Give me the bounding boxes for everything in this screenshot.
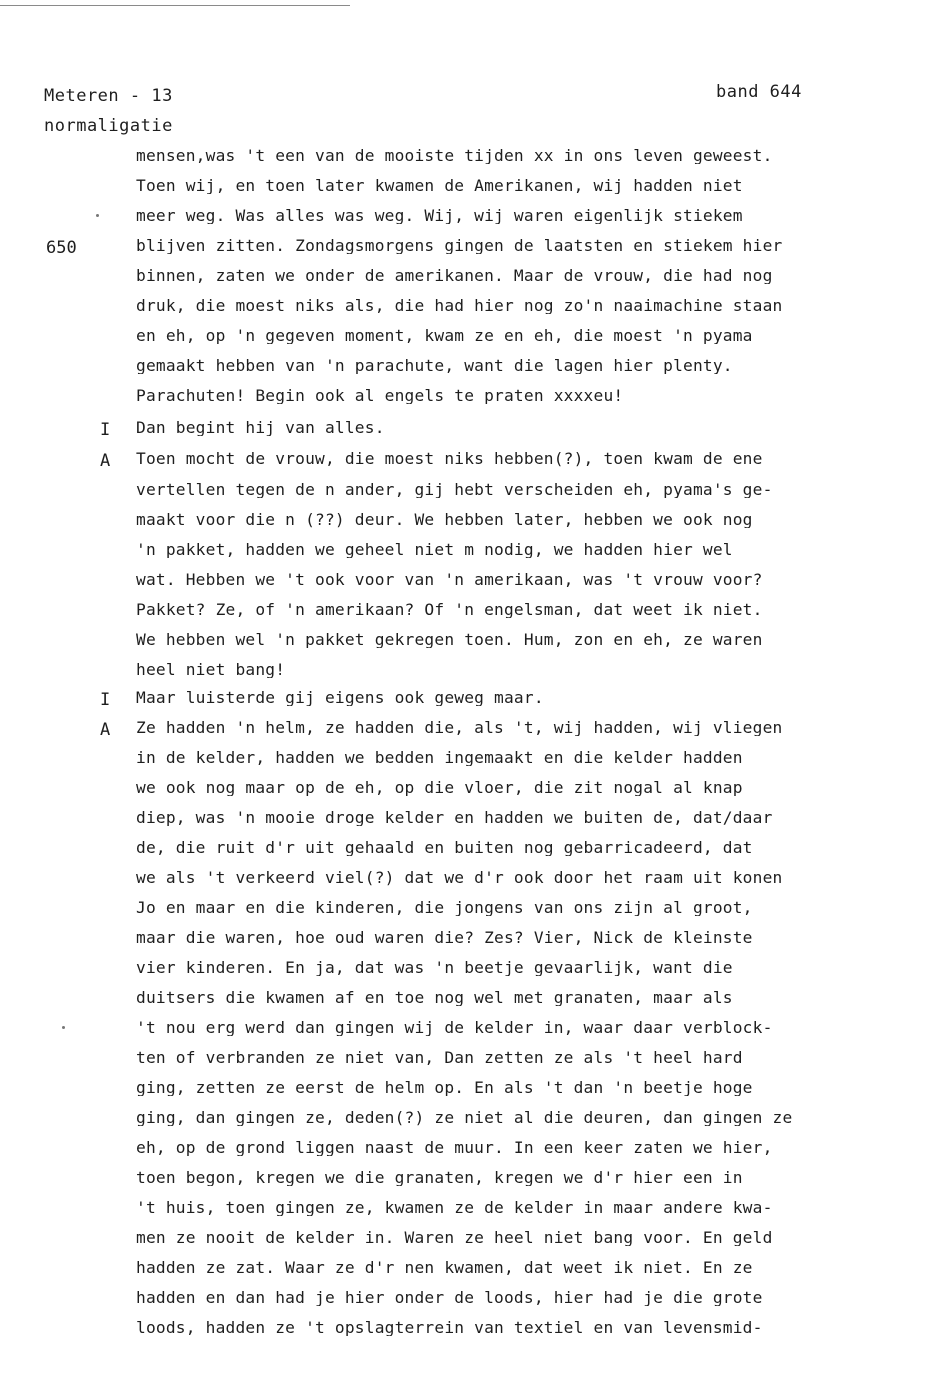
transcript-line: Parachuten! Begin ook al engels te praten xxxxeu! [136, 388, 624, 405]
transcript-line: ten of verbranden ze niet van, Dan zetten ze als 't heel hard [136, 1050, 743, 1067]
top-rule [0, 5, 350, 6]
speaker-marker: A [100, 720, 111, 740]
margin-line-number: 650 [46, 238, 77, 258]
transcript-line: Dan begint hij van alles. [136, 420, 385, 437]
margin-speck [96, 214, 99, 217]
margin-speck [62, 1026, 65, 1029]
transcript-line: diep, was 'n mooie droge kelder en hadden we buiten de, dat/daar [136, 810, 773, 827]
transcript-line: toen begon, kregen we die granaten, kregen we d'r hier een in [136, 1170, 743, 1187]
transcript-line: vertellen tegen de n ander, gij hebt verscheiden eh, pyama's ge- [136, 482, 773, 499]
transcript-line: we ook nog maar op de eh, op die vloer, die zit nogal al knap [136, 780, 743, 797]
transcript-line: druk, die moest niks als, die had hier nog zo'n naaimachine staan [136, 298, 783, 315]
transcript-line: wat. Hebben we 't ook voor van 'n amerikaan, was 't vrouw voor? [136, 572, 763, 589]
transcript-line: Toen mocht de vrouw, die moest niks hebben(?), toen kwam de ene [136, 451, 763, 468]
transcript-line: maakt voor die n (??) deur. We hebben later, hebben we ook nog [136, 512, 753, 529]
transcript-line: Jo en maar en die kinderen, die jongens van ons zijn al groot, [136, 900, 753, 917]
speaker-marker: A [100, 451, 111, 471]
transcript-line: eh, op de grond liggen naast de muur. In een keer zaten we hier, [136, 1140, 773, 1157]
transcript-line: Pakket? Ze, of 'n amerikaan? Of 'n engelsman, dat weet ik niet. [136, 602, 763, 619]
transcript-line: binnen, zaten we onder de amerikanen. Maar de vrouw, die had nog [136, 268, 773, 285]
transcript-line: hadden ze zat. Waar ze d'r nen kwamen, dat weet ik niet. En ze [136, 1260, 753, 1277]
transcript-line: hadden en dan had je hier onder de loods, hier had je die grote [136, 1290, 763, 1307]
transcript-line: 't huis, toen gingen ze, kwamen ze de kelder in maar andere kwa- [136, 1200, 773, 1217]
transcript-line: we als 't verkeerd viel(?) dat we d'r ook door het raam uit konen [136, 870, 783, 887]
speaker-marker: I [100, 690, 111, 710]
transcript-line: duitsers die kwamen af en toe nog wel met granaten, maar als [136, 990, 733, 1007]
transcript-line: men ze nooit de kelder in. Waren ze heel niet bang voor. En geld [136, 1230, 773, 1247]
transcript-line: mensen,was 't een van de mooiste tijden xx in ons leven geweest. [136, 148, 773, 165]
speaker-marker: I [100, 420, 111, 440]
header-subtitle: normaligatie [44, 116, 173, 136]
transcript-line: ging, zetten ze eerst de helm op. En als 't dan 'n beetje hoge [136, 1080, 753, 1097]
header-place: Meteren - 13 [44, 86, 173, 106]
transcript-line: meer weg. Was alles was weg. Wij, wij waren eigenlijk stiekem [136, 208, 743, 225]
transcript-line: ging, dan gingen ze, deden(?) ze niet al die deuren, dan gingen ze [136, 1110, 793, 1127]
transcript-line: 't nou erg werd dan gingen wij de kelder in, waar daar verblock- [136, 1020, 773, 1037]
transcript-line: blijven zitten. Zondagsmorgens gingen de laatsten en stiekem hier [136, 238, 783, 255]
transcript-line: Maar luisterde gij eigens ook geweg maar. [136, 690, 544, 707]
transcript-line: heel niet bang! [136, 662, 286, 679]
transcript-line: Toen wij, en toen later kwamen de Amerikanen, wij hadden niet [136, 178, 743, 195]
transcript-line: 'n pakket, hadden we geheel niet m nodig, we hadden hier wel [136, 542, 733, 559]
transcript-line: gemaakt hebben van 'n parachute, want die lagen hier plenty. [136, 358, 733, 375]
transcript-line: maar die waren, hoe oud waren die? Zes? Vier, Nick de kleinste [136, 930, 753, 947]
header-band-number: band 644 [716, 82, 802, 102]
transcript-line: de, die ruit d'r uit gehaald en buiten nog gebarricadeerd, dat [136, 840, 753, 857]
transcript-line: We hebben wel 'n pakket gekregen toen. Hum, zon en eh, ze waren [136, 632, 763, 649]
transcript-line: loods, hadden ze 't opslagterrein van textiel en van levensmid- [136, 1320, 763, 1337]
transcript-line: en eh, op 'n gegeven moment, kwam ze en eh, die moest 'n pyama [136, 328, 753, 345]
transcript-line: vier kinderen. En ja, dat was 'n beetje gevaarlijk, want die [136, 960, 733, 977]
transcript-line: Ze hadden 'n helm, ze hadden die, als 't, wij hadden, wij vliegen [136, 720, 783, 737]
transcript-line: in de kelder, hadden we bedden ingemaakt en die kelder hadden [136, 750, 743, 767]
